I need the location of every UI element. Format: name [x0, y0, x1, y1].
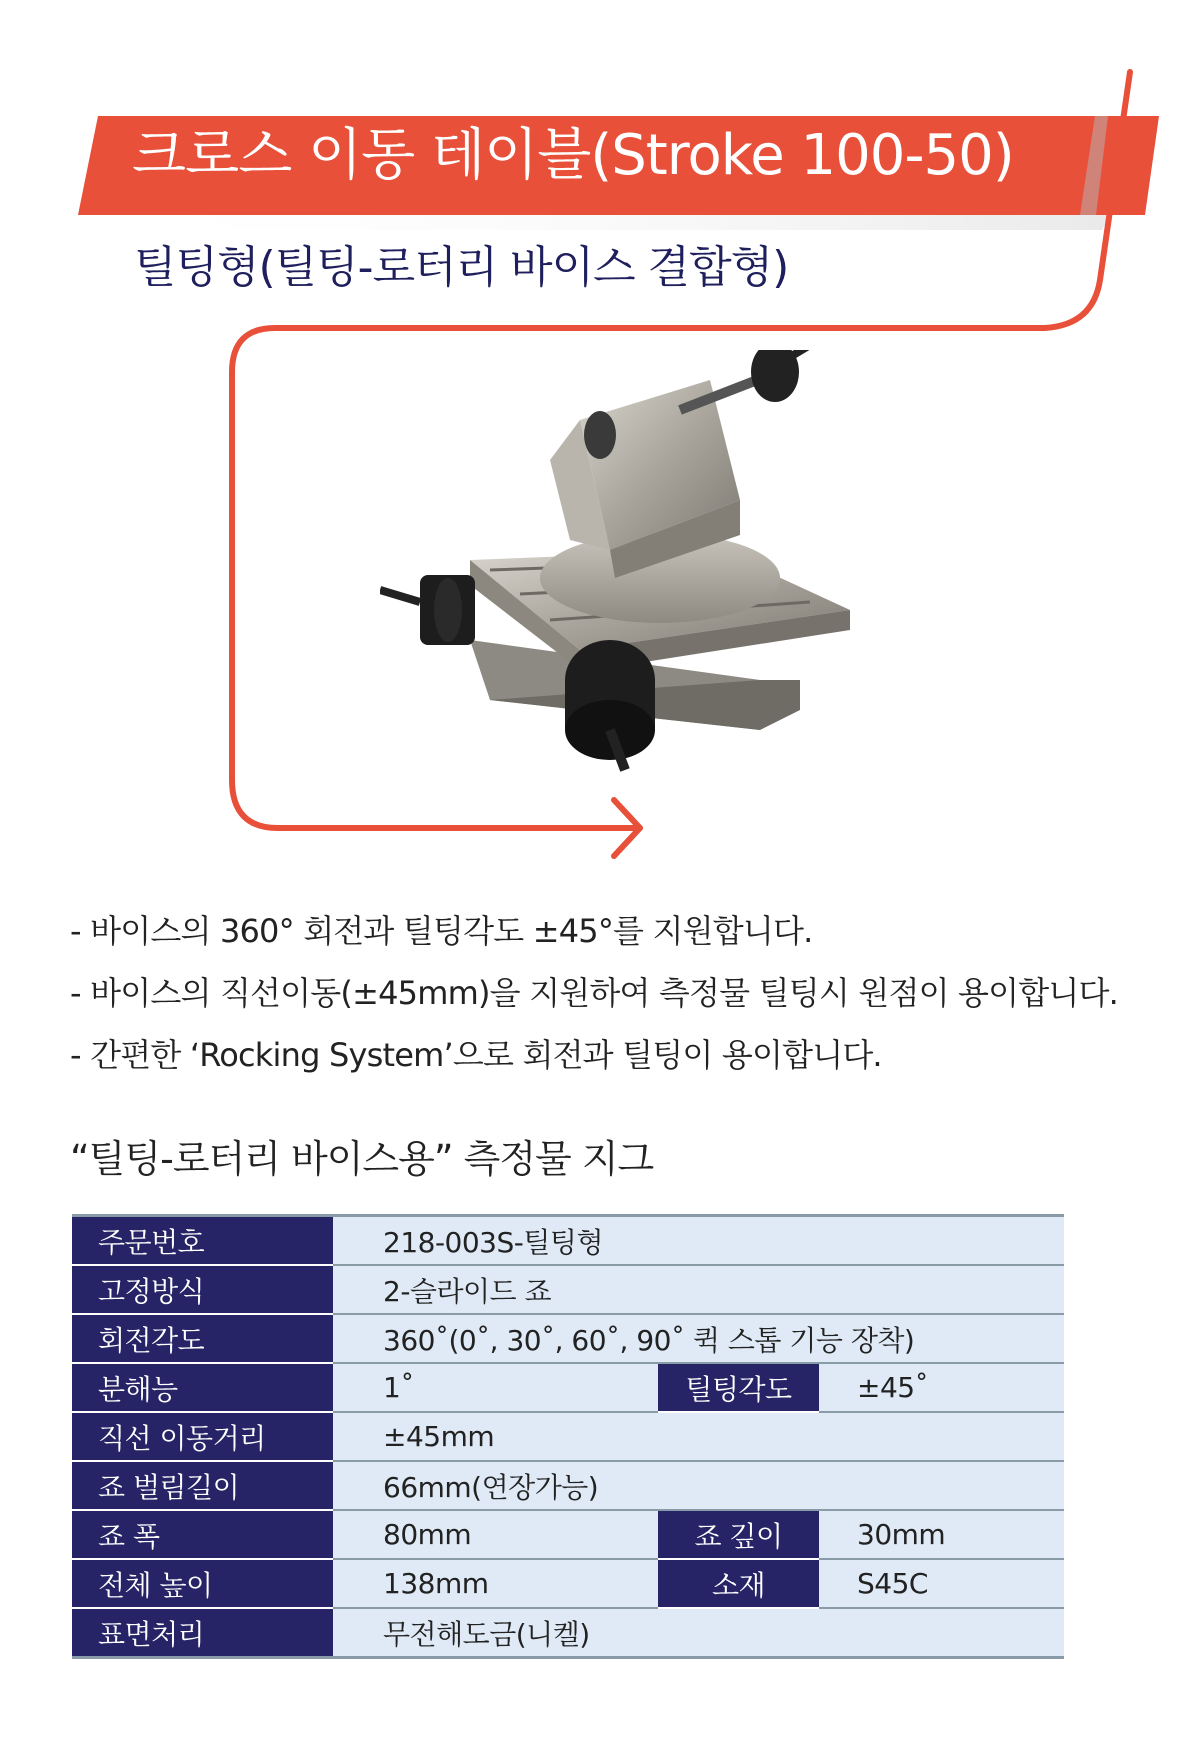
spec-value: 2-슬라이드 죠 [333, 1265, 1064, 1314]
page-title: 크로스 이동 테이블(Stroke 100-50) [132, 123, 1014, 188]
spec-label: 표면처리 [72, 1608, 333, 1658]
spec-value: 218-003S-틸팅형 [333, 1216, 1064, 1266]
spec-label: 회전각도 [72, 1314, 333, 1363]
spec-value: 무전해도금(니켈) [333, 1608, 1064, 1658]
spec-label: 직선 이동거리 [72, 1412, 333, 1461]
page-subtitle: 틸팅형(틸팅-로터리 바이스 결합형) [134, 242, 789, 293]
spec-value: 80mm [333, 1510, 658, 1559]
spec-label: 죠 깊이 [658, 1510, 819, 1559]
spec-label: 주문번호 [72, 1216, 333, 1266]
spec-value: 1˚ [333, 1363, 658, 1412]
spec-value: 360˚(0˚, 30˚, 60˚, 90˚ 퀵 스톱 기능 장착) [333, 1314, 1064, 1363]
spec-label: 고정방식 [72, 1265, 333, 1314]
cross-table-vise-photo [380, 350, 900, 820]
table-row [72, 1608, 1064, 1658]
table-row [72, 1216, 1064, 1266]
table-row [72, 1510, 1064, 1559]
spec-label: 분해능 [72, 1363, 333, 1412]
table-row [72, 1412, 1064, 1461]
spec-value: 66mm(연장가능) [333, 1461, 1064, 1510]
spec-label: 틸팅각도 [658, 1363, 819, 1412]
feature-item: - 간편한 ‘Rocking System’으로 회전과 틸팅이 용이합니다. [70, 1036, 882, 1074]
spec-value: S45C [819, 1559, 1064, 1608]
spec-label: 죠 벌림길이 [72, 1461, 333, 1510]
table-row [72, 1363, 1064, 1412]
table-row [72, 1265, 1064, 1314]
spec-table-title: “틸팅-로터리 바이스용” 측정물 지그 [70, 1137, 654, 1181]
spec-value: ±45˚ [819, 1363, 1064, 1412]
feature-list [70, 900, 1118, 1086]
table-row [72, 1559, 1064, 1608]
spec-value: 30mm [819, 1510, 1064, 1559]
spec-table [72, 1214, 1064, 1659]
table-row [72, 1314, 1064, 1363]
feature-item: - 바이스의 직선이동(±45mm)을 지원하여 측정물 틸팅시 원점이 용이합니다. [70, 974, 1118, 1012]
spec-value: ±45mm [333, 1412, 1064, 1461]
spec-value: 138mm [333, 1559, 658, 1608]
table-row [72, 1461, 1064, 1510]
spec-label: 죠 폭 [72, 1510, 333, 1559]
spec-label: 소재 [658, 1559, 819, 1608]
spec-label: 전체 높이 [72, 1559, 333, 1608]
feature-item: - 바이스의 360° 회전과 틸팅각도 ±45°를 지원합니다. [70, 912, 813, 950]
